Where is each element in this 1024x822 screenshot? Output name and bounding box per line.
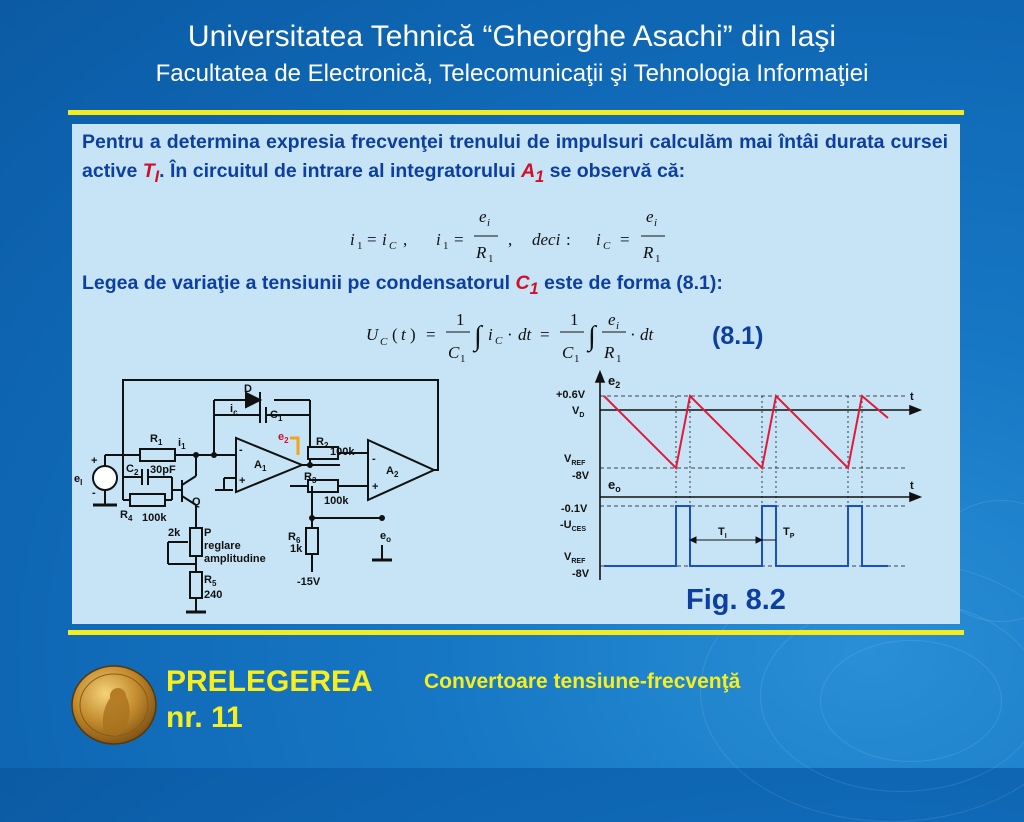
svg-text:eI: $e_I$ xyxy=(74,473,83,487)
svg-text:1: 1 xyxy=(357,240,363,252)
svg-text:·: · xyxy=(630,325,636,344)
svg-text:+: + xyxy=(91,455,98,467)
svg-text:t: t xyxy=(910,480,914,492)
svg-text:∫: ∫ xyxy=(588,321,596,352)
svg-text:1k: 1k xyxy=(290,543,303,555)
svg-text:1: 1 xyxy=(574,353,580,365)
svg-text:D: D xyxy=(244,383,252,395)
svg-text:240: 240 xyxy=(204,589,223,601)
svg-text:100k: 100k xyxy=(330,446,355,458)
svg-text:1: 1 xyxy=(443,240,449,252)
faculty-subtitle: Facultatea de Electronică, Telecomunicaţii şi Tehnologia Informaţiei xyxy=(155,60,869,87)
svg-text:C: C xyxy=(380,336,388,348)
svg-text:VD: $V_D$ xyxy=(572,405,585,419)
svg-text:i: i xyxy=(616,320,620,332)
svg-text:+: + xyxy=(372,481,379,493)
university-title: Universitatea Tehnică “Gheorghe Asachi” din Iaşi xyxy=(187,20,837,53)
svg-text:i: i xyxy=(488,325,493,344)
svg-text:100k: 100k xyxy=(142,512,167,524)
svg-text:1: 1 xyxy=(616,353,622,365)
svg-text:=: = xyxy=(426,325,436,344)
svg-text:C2: $C_2$ xyxy=(126,463,139,477)
svg-text:deci: deci xyxy=(532,230,561,249)
svg-text:i: i xyxy=(382,230,387,249)
intro-paragraph: Pentru a determina expresia frecvenţei trenului de impulsuri calculăm mai întâi durata cursei active $T_I$. În circuitul de intrare al integratorului $A_1$ se observă că: xyxy=(82,131,948,186)
svg-text:R: R xyxy=(643,243,654,262)
svg-text:R1: $R_1$ xyxy=(150,433,163,447)
svg-text:-0.1V: -0.1V xyxy=(561,503,588,515)
svg-text:1: 1 xyxy=(570,310,579,329)
svg-text:i1: $i_1$ xyxy=(178,437,186,451)
university-medal-logo xyxy=(70,664,158,746)
svg-text:A1: $A_1$ xyxy=(254,459,267,473)
svg-text:R: R xyxy=(604,343,615,362)
svg-text:dt: dt xyxy=(518,325,532,344)
waveform-e2 xyxy=(604,396,888,468)
svg-text:ic: $i_c$ xyxy=(230,403,238,417)
svg-text:=: = xyxy=(454,230,464,249)
var-ti: $T_I$ xyxy=(142,160,160,186)
svg-text:(: ( xyxy=(392,325,398,344)
svg-text:TP: $T_P$ xyxy=(783,526,795,540)
var-c1: $C_1$ xyxy=(515,272,539,298)
svg-text:A2: $A_2$ xyxy=(386,465,399,479)
svg-text:R3: $R_3$ xyxy=(304,471,317,485)
svg-text:+: + xyxy=(239,475,246,487)
law-paragraph: Legea de variaţie a tensiunii pe condensatorul $C_1$ este de forma (8.1): xyxy=(82,272,723,298)
svg-text:2k: 2k xyxy=(168,527,181,539)
svg-text:1: 1 xyxy=(488,253,494,265)
svg-text:dt: dt xyxy=(640,325,654,344)
svg-text:t: t xyxy=(401,325,406,344)
svg-text:t: t xyxy=(910,391,914,403)
svg-text:+0.6V: +0.6V xyxy=(556,389,586,401)
svg-text:e2: $e_2$ xyxy=(608,373,621,390)
svg-text:R6: $R_6$ xyxy=(288,531,301,545)
svg-text:=: = xyxy=(367,230,377,249)
svg-text:,: , xyxy=(403,230,408,249)
svg-text:U: U xyxy=(366,325,379,344)
svg-text:TI: $T_I$ xyxy=(718,526,727,540)
svg-text:P: P xyxy=(204,527,212,539)
svg-text:-15V: -15V xyxy=(297,576,321,588)
svg-text:i: i xyxy=(596,230,601,249)
svg-text:VREF: $V_{REF}$ xyxy=(564,551,586,565)
svg-text:∫: ∫ xyxy=(474,321,482,352)
svg-text:reglare: reglare xyxy=(204,540,241,552)
svg-text:-: - xyxy=(92,487,96,499)
equation-label: (8.1) xyxy=(712,322,764,350)
svg-text:i: i xyxy=(487,217,491,229)
svg-text:R2: $R_2$ xyxy=(316,436,329,450)
svg-text:30pF: 30pF xyxy=(150,464,176,476)
svg-text:amplitudine: amplitudine xyxy=(204,553,266,565)
course-title: Convertoare tensiune-frecvenţă xyxy=(424,670,741,693)
svg-text:1: 1 xyxy=(655,253,661,265)
svg-text:eo: $e_o$ xyxy=(608,477,621,494)
svg-text:e: e xyxy=(479,207,487,226)
svg-text:): ) xyxy=(410,325,416,344)
svg-text:Q: Q xyxy=(192,496,201,508)
svg-text:·: · xyxy=(507,325,513,344)
svg-text:VREF: $V_{REF}$ xyxy=(564,453,586,467)
svg-text:i: i xyxy=(436,230,441,249)
svg-text:R: R xyxy=(476,243,487,262)
svg-text:C: C xyxy=(562,343,574,362)
svg-text:R5: $R_5$ xyxy=(204,574,217,588)
svg-text:C: C xyxy=(448,343,460,362)
svg-text:1: 1 xyxy=(456,310,465,329)
svg-text:i: i xyxy=(350,230,355,249)
svg-text:i: i xyxy=(654,217,658,229)
svg-text:e2: $e_2$ xyxy=(278,431,289,445)
figure-caption: Fig. 8.2 xyxy=(686,584,786,616)
svg-text:-8V: -8V xyxy=(572,568,590,580)
svg-text:=: = xyxy=(620,230,630,249)
svg-text:R4: $R_4$ xyxy=(120,509,133,523)
svg-text:eo: $e_o$ xyxy=(380,530,392,544)
lecture-number: PRELEGEREA nr. 11 xyxy=(166,665,373,734)
svg-text:C: C xyxy=(495,335,503,347)
svg-text:-: - xyxy=(372,453,376,465)
var-a1: $A_1$ xyxy=(521,160,545,186)
svg-text:C: C xyxy=(389,240,397,252)
svg-text:e: e xyxy=(646,207,654,226)
svg-text:,: , xyxy=(508,230,513,249)
svg-text:-UCES: $-U_{CES}$ xyxy=(560,519,587,533)
svg-text:e: e xyxy=(608,310,616,329)
svg-text:C: C xyxy=(603,240,611,252)
svg-text:-8V: -8V xyxy=(572,470,590,482)
waveform-eo xyxy=(604,506,888,566)
svg-text:1: 1 xyxy=(460,353,466,365)
svg-text:C1: $C_1$ xyxy=(270,409,283,423)
svg-text:-: - xyxy=(239,444,243,456)
svg-text:=: = xyxy=(540,325,550,344)
svg-text:100k: 100k xyxy=(324,495,349,507)
svg-text::: : xyxy=(566,230,571,249)
